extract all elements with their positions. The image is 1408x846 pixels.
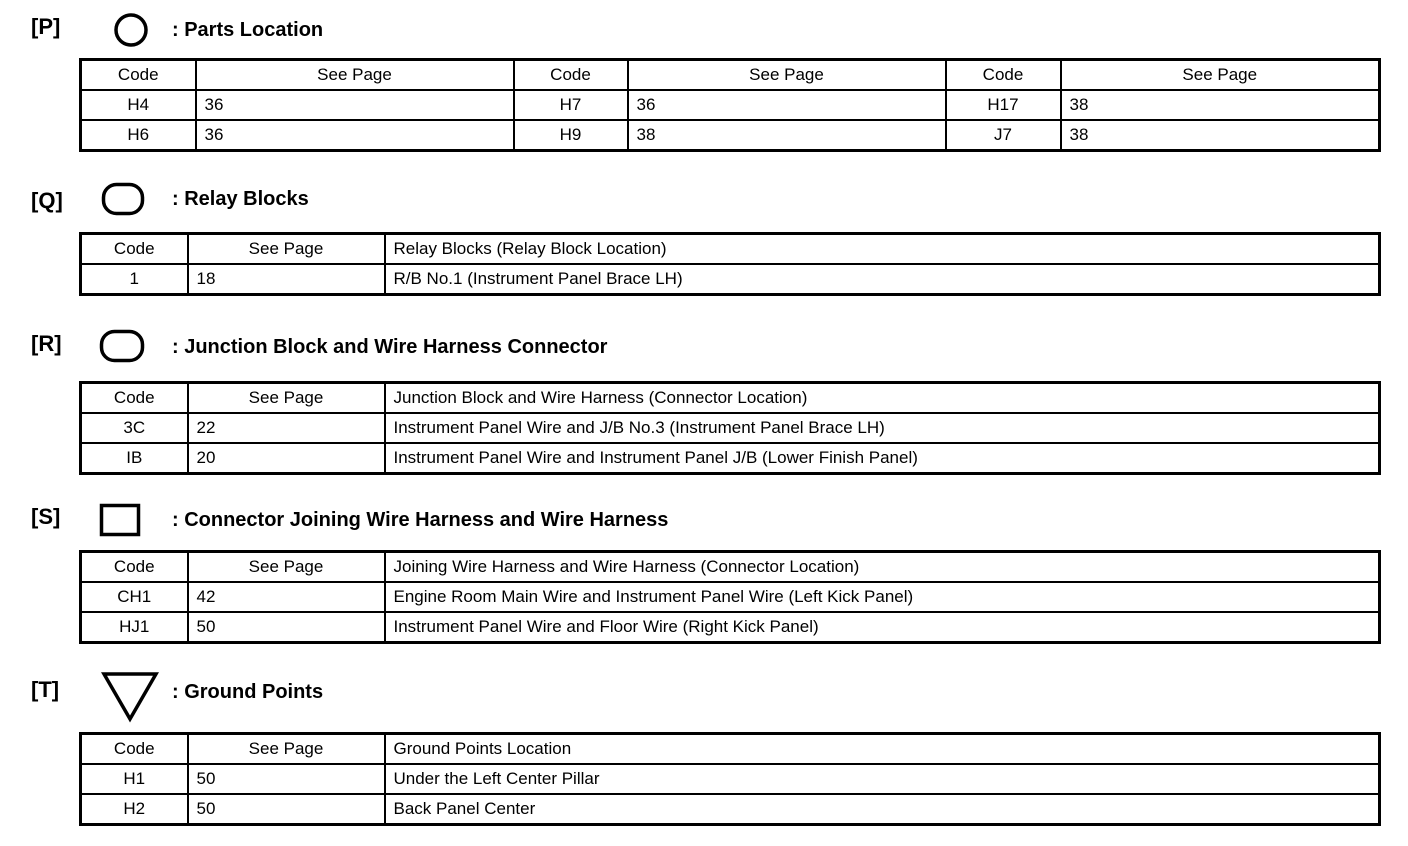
table-row — [81, 794, 1380, 825]
code-cell: 3C — [81, 413, 188, 443]
section-tag-s: [S] — [31, 504, 61, 529]
location-cell: Instrument Panel Wire and J/B No.3 (Instrument Panel Brace LH) — [385, 413, 1380, 443]
column-header-see-page: See Page — [628, 60, 946, 91]
table-row — [81, 443, 1380, 474]
code-cell: H2 — [81, 794, 188, 825]
column-header-see-page: See Page — [188, 234, 385, 265]
column-header-location: Relay Blocks (Relay Block Location) — [385, 234, 1380, 265]
column-header-see-page: See Page — [1061, 60, 1380, 91]
location-cell: R/B No.1 (Instrument Panel Brace LH) — [385, 264, 1380, 295]
code-cell: IB — [81, 443, 188, 474]
section-tag-q: [Q] — [31, 188, 63, 213]
page-cell: 50 — [188, 794, 385, 825]
code-cell: H4 — [81, 90, 196, 120]
section-title-relay-blocks: : Relay Blocks — [172, 188, 309, 210]
circle-icon — [113, 12, 149, 48]
table-header-row — [81, 383, 1380, 414]
location-cell: Engine Room Main Wire and Instrument Panel Wire (Left Kick Panel) — [385, 582, 1380, 612]
page-cell: 20 — [188, 443, 385, 474]
location-cell: Back Panel Center — [385, 794, 1380, 825]
table-row — [81, 413, 1380, 443]
table-row — [81, 120, 1380, 151]
page-cell: 18 — [188, 264, 385, 295]
rounded-rectangle-icon — [101, 182, 145, 216]
table-header-row — [81, 734, 1380, 765]
page-cell: 36 — [628, 90, 946, 120]
page-cell: 42 — [188, 582, 385, 612]
column-header-see-page: See Page — [196, 60, 514, 91]
page-cell: 38 — [1061, 90, 1380, 120]
page-cell: 36 — [196, 120, 514, 151]
column-header-code: Code — [81, 383, 188, 414]
column-header-code: Code — [81, 234, 188, 265]
code-cell: J7 — [946, 120, 1061, 151]
section-tag-p: [P] — [31, 14, 61, 39]
table-row — [81, 264, 1380, 295]
table-row — [81, 582, 1380, 612]
location-cell: Under the Left Center Pillar — [385, 764, 1380, 794]
table-row — [81, 90, 1380, 120]
column-header-see-page: See Page — [188, 552, 385, 583]
code-cell: H17 — [946, 90, 1061, 120]
column-header-code: Code — [514, 60, 628, 91]
table-header-row — [81, 552, 1380, 583]
code-cell: H6 — [81, 120, 196, 151]
section-tag-r: [R] — [31, 331, 62, 356]
column-header-location: Joining Wire Harness and Wire Harness (Connector Location) — [385, 552, 1380, 583]
page-cell: 50 — [188, 764, 385, 794]
column-header-see-page: See Page — [188, 734, 385, 765]
rounded-rectangle-icon — [99, 329, 145, 363]
triangle-down-icon — [101, 671, 159, 723]
code-cell: 1 — [81, 264, 188, 295]
column-header-see-page: See Page — [188, 383, 385, 414]
location-cell: Instrument Panel Wire and Floor Wire (Right Kick Panel) — [385, 612, 1380, 643]
column-header-code: Code — [81, 552, 188, 583]
page-cell: 38 — [628, 120, 946, 151]
table-row — [81, 612, 1380, 643]
location-cell: Instrument Panel Wire and Instrument Panel J/B (Lower Finish Panel) — [385, 443, 1380, 474]
section-title-connector-joining: : Connector Joining Wire Harness and Wire Harness — [172, 509, 669, 531]
ground-points-table — [79, 732, 1381, 826]
code-cell: H7 — [514, 90, 628, 120]
code-cell: HJ1 — [81, 612, 188, 643]
column-header-code: Code — [81, 60, 196, 91]
parts-location-table — [79, 58, 1381, 152]
page-cell: 36 — [196, 90, 514, 120]
table-header-row — [81, 60, 1380, 91]
junction-block-table — [79, 381, 1381, 475]
column-header-location: Ground Points Location — [385, 734, 1380, 765]
column-header-code: Code — [81, 734, 188, 765]
page-cell: 38 — [1061, 120, 1380, 151]
code-cell: CH1 — [81, 582, 188, 612]
column-header-code: Code — [946, 60, 1061, 91]
page-cell: 50 — [188, 612, 385, 643]
section-title-parts-location: : Parts Location — [172, 19, 324, 41]
section-tag-t: [T] — [31, 677, 60, 702]
section-title-ground-points: : Ground Points — [172, 681, 324, 703]
code-cell: H9 — [514, 120, 628, 151]
code-cell: H1 — [81, 764, 188, 794]
page-cell: 22 — [188, 413, 385, 443]
column-header-location: Junction Block and Wire Harness (Connector Location) — [385, 383, 1380, 414]
connector-joining-table — [79, 550, 1381, 644]
table-header-row — [81, 234, 1380, 265]
square-icon — [99, 503, 141, 537]
section-title-junction-block: : Junction Block and Wire Harness Connector — [172, 336, 608, 358]
table-row — [81, 764, 1380, 794]
relay-blocks-table — [79, 232, 1381, 296]
